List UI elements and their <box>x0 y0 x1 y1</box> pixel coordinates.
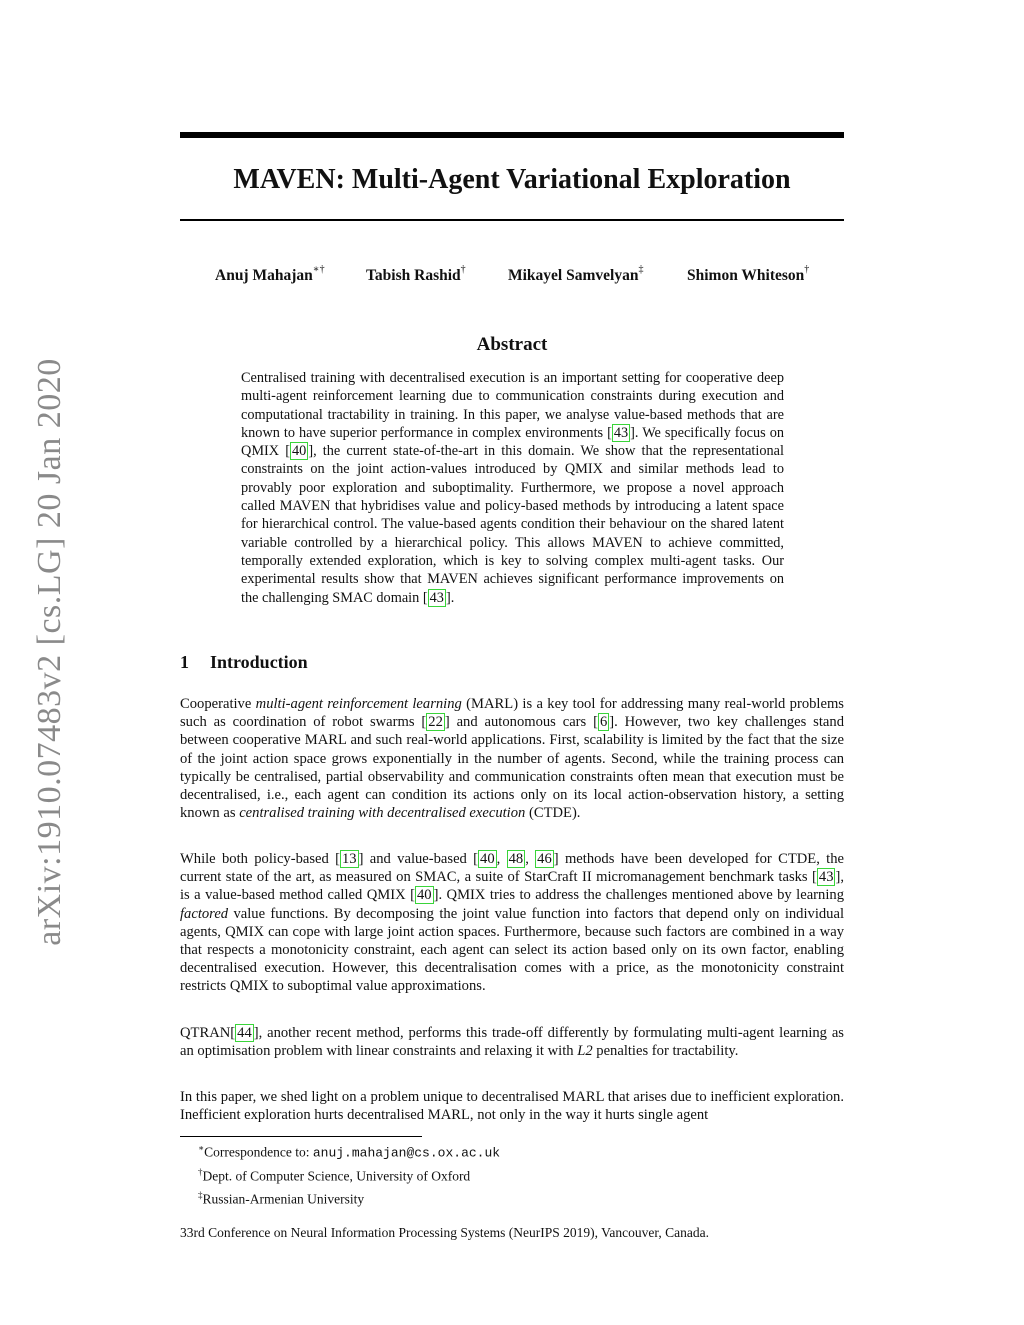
intro-paragraph-3: QTRAN[ 44 ], another recent method, performs this trade-off differently by formulating multi-agent learning as an optimisation problem with linear constraints and relaxing it with L2 penalties for tractability. <box>180 1025 844 1060</box>
math-l2: L2 <box>577 1043 593 1060</box>
citation-link[interactable]: 6 <box>599 714 608 731</box>
author-1: Anuj Mahajan∗† <box>215 264 325 285</box>
footnotes <box>180 1139 500 1209</box>
footnote-rule <box>180 1136 422 1137</box>
section-heading-introduction: 1 Introduction <box>180 652 308 672</box>
footnote-1: ∗Correspondence to: anuj.mahajan@cs.ox.ac.uk <box>198 1143 501 1161</box>
citation-link[interactable]: 43 <box>613 424 629 441</box>
citation-link[interactable]: 43 <box>429 589 444 606</box>
intro-paragraph-1: Cooperative multi-agent reinforcement learning (MARL) is a key tool for addressing many real-world problems such as coordination of robot swarms [ 22 ] and autonomous cars [ 6 ]. However, two key challenges stand between cooperative MARL and such real-world applications. First, scalability is limited by the fact that the size of the joint action space grows exponentially in the number of agents. Second, while the training process can typically be centralised, partial observability and communication constraints often mean that execution must be decentralised, i.e., each agent can condition its actions only on its local action-observation history, a setting known as centralised training with decentralised execution (CTDE). <box>180 696 844 822</box>
citation-link[interactable]: 40 <box>292 443 307 460</box>
citation-link[interactable]: 40 <box>416 887 432 904</box>
title-bottom-rule <box>180 219 844 221</box>
abstract-heading: Abstract <box>476 334 548 355</box>
intro-paragraph-2: While both policy-based [ 13 ] and value-based [ 40 , 48 , 46 ] methods have been developed for CTDE, the current state of the art, as measured on SMAC, a suite of StarCraft II micromanagement benchmark tasks [ 43 ], is a value-based method called QMIX [ 40 ]. QMIX tries to address the challenges mentioned above by learning factored value functions. By decomposing the joint value function into factors that depend only on individual agents, QMIX can cope with large joint action spaces. Furthermore, because such factors are combined in a way that respects a monotonicity constraint, each agent can select its action based only on its own factor, enabling decentralised execution. However, this decentralisation comes with a price, as the monotonicity constraint restricts QMIX to suboptimal value approximations. <box>180 851 844 995</box>
author-4: Shimon Whiteson† <box>687 264 810 285</box>
conference-footer: 33rd Conference on Neural Information Processing Systems (NeurIPS 2019), Vancouver, Canada. <box>180 1225 709 1240</box>
footnote-2: †Dept. of Computer Science, University of Oxford <box>198 1167 471 1184</box>
arxiv-identifier-stamp: arXiv:1910.07483v2 [cs.LG] 20 Jan 2020 <box>31 358 68 946</box>
author-3: Mikayel Samvelyan‡ <box>508 264 644 285</box>
author-2: Tabish Rashid† <box>366 264 466 285</box>
citation-link[interactable]: 48 <box>508 851 524 867</box>
author-list <box>180 266 844 288</box>
title-top-rule <box>180 132 844 138</box>
footnote-3: ‡Russian-Armenian University <box>198 1190 365 1207</box>
intro-paragraph-4: In this paper, we shed light on a problem unique to decentralised MARL that arises due to inefficient exploration. Inefficient exploration hurts decentralised MARL, not only in the way it hurts single agent <box>180 1089 844 1124</box>
citation-link[interactable]: 22 <box>428 714 443 731</box>
citation-link[interactable]: 43 <box>818 869 834 886</box>
citation-link[interactable]: 44 <box>237 1025 252 1041</box>
citation-link[interactable]: 13 <box>342 851 357 867</box>
paper-title: MAVEN: Multi-Agent Variational Exploration <box>233 164 791 195</box>
abstract-body: Centralised training with decentralised execution is an important setting for cooperative deep multi-agent reinforcement learning due to communication constraints during execution and computational tractability in training. In this paper, we analyse value-based methods that are known to have superior performance in complex environments [ 43 ]. We specifically focus on QMIX [ 40 ], the current state-of-the-art in this domain. We show that the representational constraints on the joint action-values introduced by QMIX and similar methods lead to provably poor exploration and suboptimality. Furthermore, we propose a novel approach called MAVEN that hybridises value and policy-based methods by introducing a latent space for hierarchical control. The value-based agents condition their behaviour on the shared latent variable controlled by a hierarchical policy. This allows MAVEN to achieve committed, temporally extended exploration, which is key to solving complex multi-agent tasks. Our experimental results show that MAVEN achieves significant performance improvements on the challenging SMAC domain [ 43 ]. <box>241 370 784 606</box>
citation-link[interactable]: 40 <box>480 851 495 867</box>
citation-link[interactable]: 46 <box>537 851 552 867</box>
correspondence-email[interactable]: anuj.mahajan@cs.ox.ac.uk <box>312 1145 501 1161</box>
